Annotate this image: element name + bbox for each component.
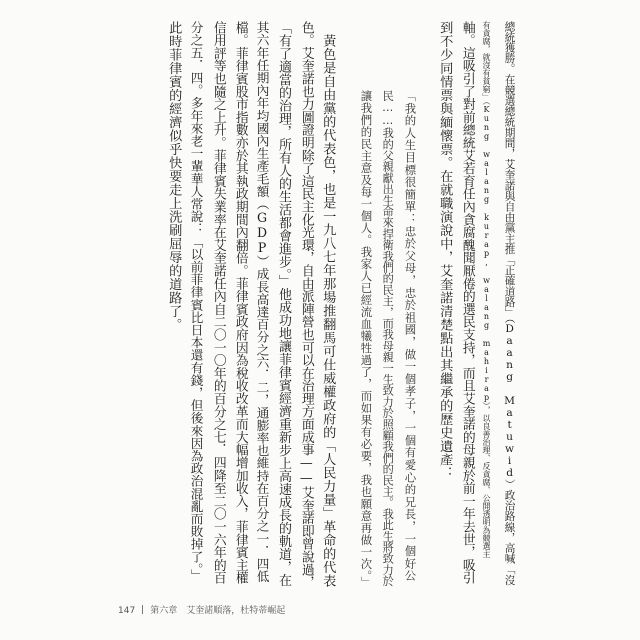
text-column: 此時菲律賓的經濟似乎快要走上洗刷屈辱的道路了。 <box>166 21 182 332</box>
text-column: 到不少同情票與緬懷票。在就職演說中，艾奎諾清楚點出其繼承的歷史遺產： <box>437 21 453 480</box>
quote-column: 讓我們的民主意及每一個人。我家人已經流血犧牲過了，而如果有必要，我也願意再做一次。」 <box>359 90 374 589</box>
chapter-title: 第六章 艾奎諾順落，杜特蒂崛起 <box>150 606 286 616</box>
text-column: 色。艾奎諾也力圖證明除了這民主化光環，自由派陣營也可以在治理方面成事——艾奎諾即曾說過， <box>298 21 314 589</box>
text-column: 軸。這吸引了對前總統艾若育任內貪腐醜聞厭倦的選民支持，而且艾奎諾的母親於前一年去世，吸引 <box>459 21 475 585</box>
page-footer <box>118 603 285 616</box>
text-column: 其六年任期內年均國內生產毛額（GDP）成長高達百分之六．二，通膨率也維持在百分之一．四低 <box>254 21 270 583</box>
text-column: 總統獲勝。在競選總統期間，艾奎諾與自由黨主推「正確道路」（Daang Matuwid）政治路線，高喊「沒 <box>503 21 516 586</box>
text-column: 有貪腐，就沒有貧窮」（Kung walang kurap, walang mahirap），以良善治理、反貪腐、公開透明為競選主 <box>482 21 491 558</box>
footer-divider <box>142 605 143 614</box>
text-column: 「有了適當的治理，所有人的生活都會進步。」他成功地讓菲律賓經濟重新步上高速成長的軌道，在 <box>276 21 291 587</box>
quote-column: 「我的人生目標很簡單：忠於父母，忠於祖國，做一個孝子，一個有愛心的兄長，一個好公 <box>403 90 418 582</box>
text-column: 信用評等也隨之上升。菲律賓失業率在艾奎諾任內自二〇一〇年的百分之七．四降至二〇一六年的百 <box>210 21 226 585</box>
page-number: 147 <box>118 606 136 616</box>
quote-column: 民……我的父親獻出生命來捍衛我們的民主，而我母親一生致力於照顧我們的民主。我此生將致力於 <box>381 90 395 587</box>
text-column: 檔。菲律賓股市指數亦於其執政期間內翻倍。菲律賓政府因為稅收改革而大幅增加收入，菲律賓主權 <box>232 21 248 585</box>
text-column: 分之五．四。多年來老一輩華人常說：「以前菲律賓比日本還有錢，但後來因為政治混亂而敗掉了。」 <box>188 21 204 582</box>
text-column: 黃色是自由黨的代表色，也是一九八七年那場推翻馬可仕威權政府的「人民力量」革命的代表 <box>320 34 336 588</box>
